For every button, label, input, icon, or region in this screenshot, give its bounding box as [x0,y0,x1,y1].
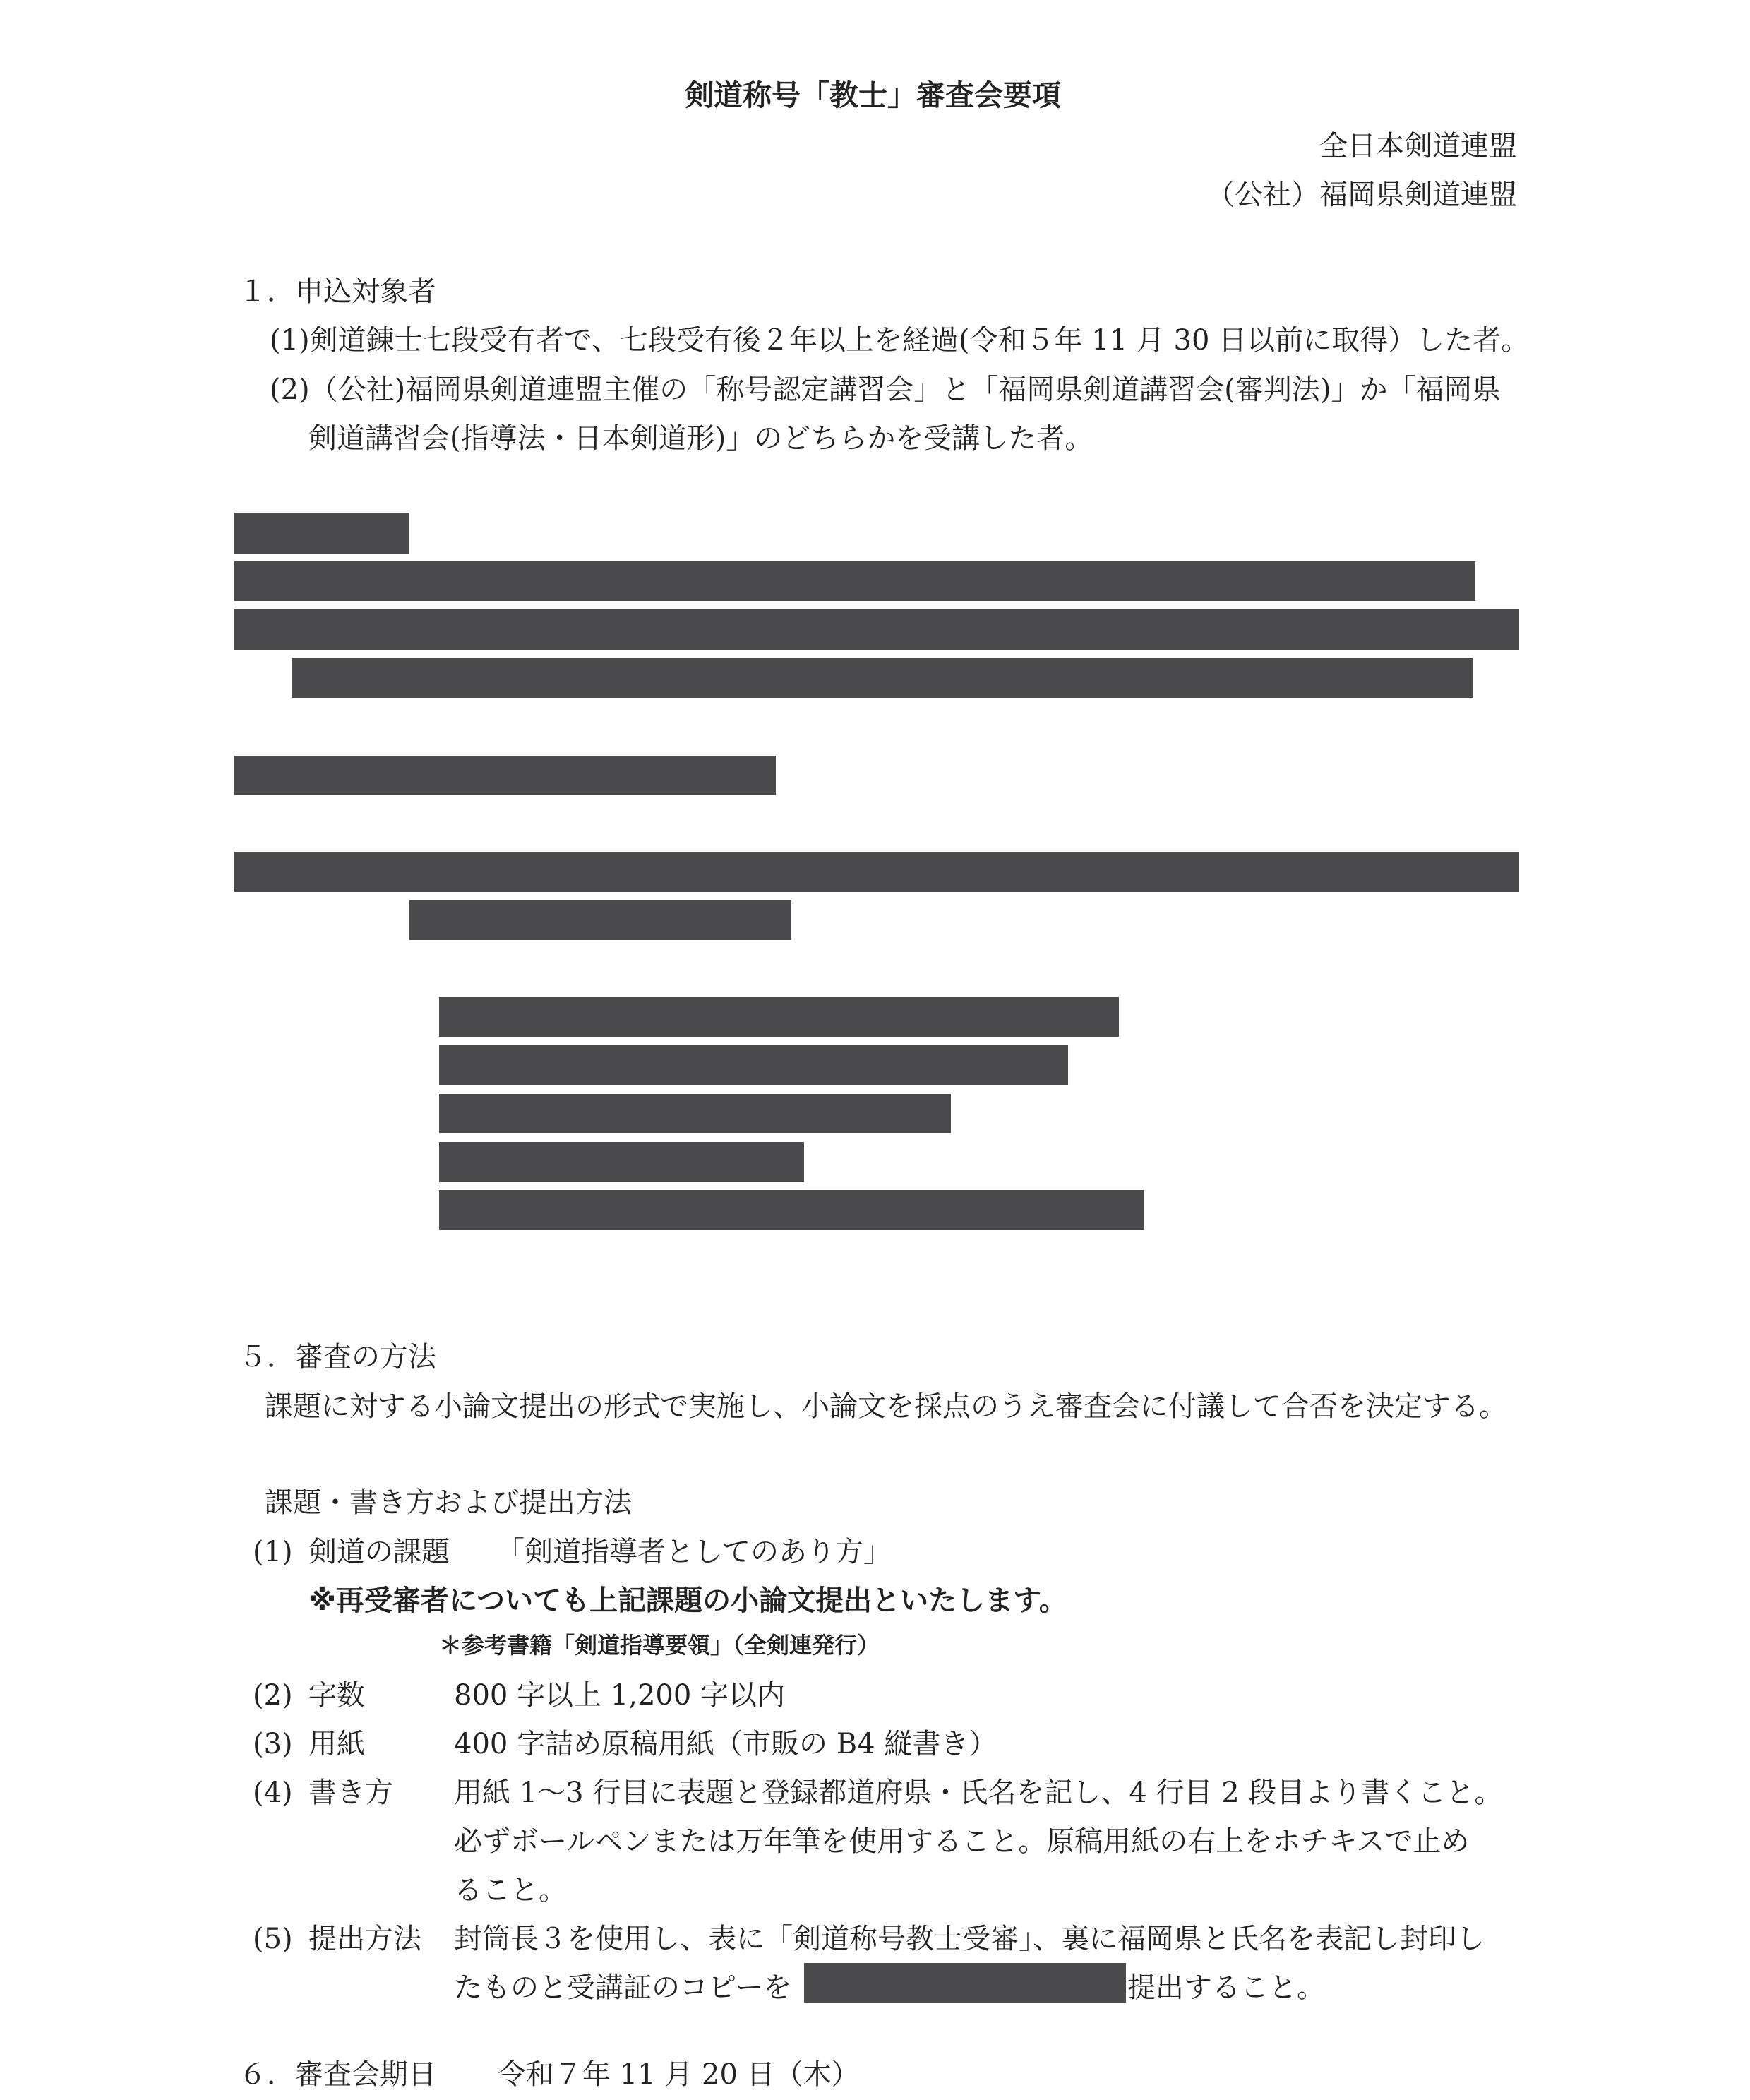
section-5-heading: ５．審査の方法 [239,1341,436,1373]
redaction-block [439,1142,804,1182]
eligibility-item-2-cont: 剣道講習会(指導法・日本剣道形)」のどちらかを受講した者。 [308,422,1093,455]
item-number: (2) [253,1679,293,1712]
document-title: 剣道称号「教士」審査会要項 [685,78,1061,112]
writing-instructions: 用紙 1～3 行目に表題と登録都道府県・氏名を記し、4 行目 2 段目より書くこと。 [454,1777,1503,1809]
item-label: 用紙 [308,1728,365,1760]
redaction-block [234,756,776,795]
item-label: 提出方法 [308,1923,421,1955]
writing-instructions-cont: ること。 [454,1874,567,1907]
redaction-block [804,1963,1126,2003]
reference-book-note: ＊参考書籍「剣道指導要領」（全剣連発行） [439,1632,880,1659]
eligibility-item-1: (1)剣道錬士七段受有者で、七段受有後２年以上を経過(令和５年 11 月 30 日以前に取得）した者。 [270,324,1530,357]
assignment-subheading: 課題・書き方および提出方法 [265,1486,632,1519]
issuer-national: 全日本剣道連盟 [1319,130,1517,162]
section-1-heading: １．申込対象者 [239,275,436,308]
writing-instructions-cont: 必ずボールペンまたは万年筆を使用すること。原稿用紙の右上をホチキスで止め [454,1825,1470,1858]
review-date: 令和７年 11 月 20 日（木） [498,2058,860,2091]
issuer-prefectural: （公社）福岡県剣道連盟 [1206,179,1517,211]
redaction-block [409,900,791,940]
review-method-text: 課題に対する小論文提出の形式で実施し、小論文を採点のうえ審査会に付議して合否を決定する。 [265,1390,1507,1423]
item-number: (4) [253,1777,293,1809]
redaction-block [234,852,1519,892]
item-number: (3) [253,1728,293,1760]
submission-method: 封筒長３を使用し、表に「剣道称号教士受審」、裏に福岡県と氏名を表記し封印し [454,1923,1485,1955]
item-label: 剣道の課題 [308,1536,450,1568]
retake-note: ※再受審者についても上記課題の小論文提出といたします。 [308,1585,1067,1617]
redaction-block [234,561,1475,601]
redaction-block [234,609,1519,650]
essay-topic: 「剣道指導者としてのあり方」 [496,1536,892,1568]
item-number: (5) [253,1923,293,1955]
item-label: 字数 [308,1679,365,1712]
section-6-heading: ６．審査会期日 [239,2058,436,2091]
submission-method-cont-end: 提出すること。 [1127,1971,1325,2004]
word-count-value: 800 字以上 1,200 字以内 [454,1679,786,1712]
redaction-block [439,1045,1068,1085]
redaction-block [439,1190,1144,1230]
item-number: (1) [253,1536,293,1568]
redaction-block [439,997,1119,1037]
eligibility-item-2: (2)（公社)福岡県剣道連盟主催の「称号認定講習会」と「福岡県剣道講習会(審判法)」か「福岡県 [270,374,1501,406]
redaction-block [292,658,1473,698]
redaction-block [234,513,409,554]
item-label: 書き方 [308,1777,393,1809]
submission-method-cont: たものと受講証のコピーを [454,1971,792,2004]
paper-value: 400 字詰め原稿用紙（市販の B4 縦書き） [454,1728,997,1760]
redaction-block [439,1094,951,1133]
